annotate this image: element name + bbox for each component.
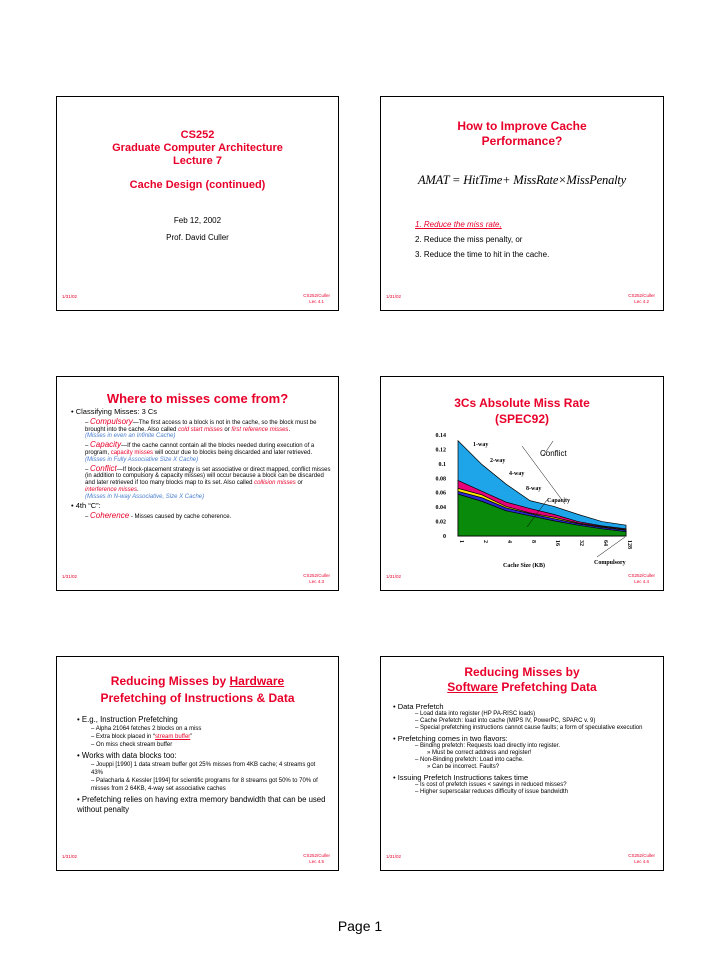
- amat-equation: AMAT = HitTime+ MissRate×MissPenalty: [417, 173, 627, 187]
- sub-text: Higher superscalar reduces difficulty of issue bandwidth: [420, 789, 568, 795]
- conflict-item: – Conflict—If block-placement strategy is set associative or direct mapped, conflict misses (in addition to compulsory & capacity misses) will occur because a block can be discarded and later retrieved if too many blocks map to its set. Also called collision misses or interference misses. (Misses in N-way Associative, Size X Cache): [85, 463, 331, 500]
- sub-text: Palacharla & Kessler [1994] for scientific programs for 8 streams got 50% to 70% of misses from 2 64KB, 4-way set associative caches: [91, 778, 318, 792]
- slide-1-subtitle: Cache Design (continued): [129, 179, 266, 191]
- stream-buffer-term: stream buffer: [155, 734, 191, 740]
- capacity-note: (Misses in Fully Associative Size X Cache): [85, 456, 199, 463]
- sub-item: – Extra block placed in “stream buffer”: [91, 734, 193, 740]
- footer-course: [628, 293, 655, 305]
- footer-lec: Lec 4.5: [309, 859, 324, 864]
- sub-text: Binding prefetch: Requests load directly into register.: [420, 743, 561, 749]
- slide-6-body: [393, 702, 655, 796]
- footer-date: 1/31/02: [386, 574, 402, 579]
- capacity-item: – Capacity—If the cache cannot contain all the blocks needed during execution of a program, capacity misses will occur due to blocks being discarded and later retrieved. (Misses in Fully Associative Size X Cache): [85, 440, 315, 463]
- sub-item: – Special prefetching instructions cannot cause faults; a form of speculative execution: [415, 725, 643, 731]
- capacity-heading: Capacity: [90, 440, 122, 450]
- capacity-term: capacity misses: [110, 449, 154, 456]
- footer-course-name: CS252/Culler: [303, 573, 330, 578]
- slide-6-title: [381, 665, 663, 695]
- lecture-number: Lecture 7: [173, 155, 222, 167]
- chart-title-line-1: 3Cs Absolute Miss Rate: [454, 396, 590, 410]
- slide-3: [56, 376, 339, 591]
- list-item: 1. Reduce the miss rate,: [415, 220, 502, 229]
- sub-item: – Is cost of prefetch issues < savings in reduced misses?: [415, 782, 567, 788]
- period: .: [288, 426, 291, 433]
- sub-text: On miss check stream buffer: [96, 742, 173, 748]
- sub-text: Can be incorrect. Faults?: [432, 764, 500, 770]
- sub-item: – On miss check stream buffer: [91, 742, 173, 748]
- sub-item: – Binding prefetch: Requests load directly into register.: [415, 743, 561, 749]
- footer-course: [628, 853, 655, 865]
- footer-date: 1/31/02: [62, 294, 78, 299]
- slide-2-title: [381, 119, 663, 149]
- footer-lec: Lec 4.6: [634, 859, 649, 864]
- sub-text: Extra block placed in “: [96, 734, 156, 740]
- footer-course-name: CS252/Culler: [303, 853, 330, 858]
- list-item: 2. Reduce the miss penalty, or: [415, 235, 523, 244]
- footer-course: [303, 293, 330, 305]
- footer-course: [303, 853, 330, 865]
- slide-5-title-line-2: Prefetching of Instructions & Data: [100, 691, 295, 705]
- y-tick-label: 0: [443, 534, 446, 540]
- label-compulsory: Compulsory: [594, 560, 626, 566]
- sub-text: Jouppi [1990] 1 data stream buffer got 25% misses from 4KB cache; 4 streams got 43%: [91, 762, 316, 776]
- x-tick-label: 32: [578, 540, 584, 546]
- or-text: or: [222, 426, 232, 433]
- footer-course-name: CS252/Culler: [628, 293, 655, 298]
- slide-6: [380, 656, 664, 871]
- sub-item: – Load data into register (HP PA-RISC loads): [415, 711, 536, 717]
- list-item: 3. Reduce the time to hit in the cache.: [415, 250, 550, 259]
- course-name: Graduate Computer Architecture: [112, 142, 283, 154]
- footer-lec: Lec 4.3: [309, 579, 324, 584]
- sub-item: – Jouppi [1990] 1 data stream buffer got 25% misses from 4KB cache; 4 streams got 43%: [91, 762, 316, 776]
- footer-course-name: CS252/Culler: [628, 573, 655, 578]
- title-part: Prefetching Data: [497, 680, 597, 694]
- footer-course: [303, 573, 330, 585]
- bullet-fourth-c: • 4th “C”:: [71, 503, 333, 510]
- interference-term: interference misses: [85, 486, 138, 493]
- x-tick-label: 128: [626, 540, 632, 549]
- sub-text: Non-Binding prefetch: Load into cache.: [420, 757, 524, 763]
- slide-1: [56, 96, 339, 311]
- slide-2-title-line-2: Performance?: [481, 134, 563, 148]
- lecture-author: Prof. David Culler: [166, 233, 229, 242]
- slide-5-body: [77, 715, 327, 815]
- sub-item: – Alpha 21064 fetches 2 blocks on a miss: [91, 726, 202, 732]
- slide-3-title: Where to misses come from?: [106, 391, 289, 406]
- compulsory-note: (Misses in even an Infinite Cache): [85, 433, 176, 440]
- sub-text: Load data into register (HP PA-RISC loads): [420, 711, 536, 717]
- first-reference-term: first reference misses: [231, 426, 289, 433]
- y-tick-label: 0.12: [435, 447, 446, 454]
- collision-term: collision misses: [254, 480, 296, 487]
- x-tick-label: 4: [506, 540, 512, 543]
- period: .: [137, 486, 139, 493]
- chart-title-line-2: (SPEC92): [494, 412, 550, 426]
- slide-5: [56, 656, 339, 871]
- label-2-way: 2-way: [490, 458, 506, 464]
- y-tick-label: 0.02: [435, 519, 446, 526]
- sub-text: Alpha 21064 fetches 2 blocks on a miss: [95, 726, 202, 732]
- sub-text: Special prefetching instructions cannot cause faults; a form of speculative execution: [420, 725, 643, 731]
- coherence-heading: Coherence: [90, 511, 130, 521]
- course-code: CS252: [180, 129, 215, 141]
- footer-course: [628, 573, 655, 585]
- y-tick-label: 0.04: [435, 505, 446, 512]
- slide-2-title-line-1: How to Improve Cache: [457, 119, 587, 133]
- conflict-text: —If block-placement strategy is set associative or direct mapped, conflict misses (in addition to compulsory & capacity misses) will occur because a block can be discarded and later retrieved if too many blocks map to its set. Also called: [85, 466, 331, 487]
- compulsory-heading: Compulsory: [90, 416, 133, 426]
- sub-item: – Higher superscalar reduces difficulty of issue bandwidth: [415, 789, 568, 795]
- x-tick-label: 1: [458, 540, 464, 543]
- label-8-way: 8-way: [526, 486, 542, 492]
- annotation-pointer: [597, 537, 625, 557]
- bullet-classify: • Classifying Misses: 3 Cs: [71, 409, 333, 416]
- y-tick-label: 0.06: [435, 490, 446, 497]
- footer-date: 1/31/02: [386, 854, 402, 859]
- or-text: or: [295, 480, 303, 487]
- capacity-text: —If the cache cannot contain all the blocks needed during execution of a program,: [85, 443, 315, 456]
- y-tick-label: 0.14: [435, 433, 446, 439]
- sub-text: Must be correct address and register!: [432, 750, 532, 756]
- slide-6-title-line-2: [381, 680, 663, 695]
- bullet: • Prefetching comes in two flavors:: [393, 734, 655, 743]
- footer-course-name: CS252/Culler: [628, 853, 655, 858]
- slide-6-title-line-1: Reducing Misses by: [464, 665, 580, 679]
- bullet: • Prefetching relies on having extra memory bandwidth that can be used without penalty: [77, 795, 327, 815]
- bullet: • E.g., Instruction Prefetching: [77, 715, 327, 725]
- capacity-text-2: will occur due to blocks being discarded and later retrieved.: [153, 449, 313, 456]
- footer-lec: Lec 4.2: [634, 299, 649, 304]
- slide-2: [380, 96, 664, 311]
- x-tick-label: 64: [602, 540, 608, 546]
- sub-item: – Palacharla & Kessler [1994] for scientific programs for 8 streams got 50% to 70% of misses from 2 64KB, 4-way set associative caches: [91, 778, 318, 792]
- bullet: • Data Prefetch: [393, 702, 655, 711]
- x-tick-label: 16: [554, 540, 560, 546]
- coherence-text: - Misses caused by cache coherence.: [129, 514, 232, 521]
- label-capacity: Capacity: [547, 498, 570, 504]
- footer-lec: Lec 4.1: [309, 299, 324, 304]
- slide-3-body: [71, 409, 333, 523]
- title-hardware: Hardware: [229, 674, 285, 688]
- slide-1-title: [57, 129, 338, 168]
- label-1-way: 1-way: [473, 442, 489, 448]
- y-tick-label: 0.1: [438, 461, 446, 468]
- sub-item: – Non-Binding prefetch: Load into cache.: [415, 757, 524, 763]
- bullet: • Works with data blocks too:: [77, 751, 327, 761]
- sub-text: Cache Prefetch: load into cache (MIPS IV, PowerPC, SPARC v. 9): [420, 718, 596, 724]
- improvement-list: [415, 217, 549, 262]
- sub-sub-item: » Can be incorrect. Faults?: [427, 764, 500, 770]
- footer-course-name: CS252/Culler: [303, 293, 330, 298]
- sub-item: – Cache Prefetch: load into cache (MIPS IV, PowerPC, SPARC v. 9): [415, 718, 596, 724]
- sub-text: Is cost of prefetch issues < savings in reduced misses?: [420, 782, 567, 788]
- label-conflict: Conflict: [540, 449, 567, 458]
- slide-5-title-line-1: [57, 673, 338, 690]
- sub-sub-item: » Must be correct address and register!: [427, 750, 532, 756]
- footer-date: 1/31/02: [386, 294, 402, 299]
- slide-4: [380, 376, 664, 591]
- x-axis-label: Cache Size (KB): [503, 563, 545, 569]
- miss-rate-chart: [381, 377, 665, 592]
- title-software: Software: [447, 680, 498, 694]
- page-number: Page 1: [337, 918, 383, 934]
- coherence-item: – Coherence - Misses caused by cache coherence.: [85, 511, 232, 521]
- x-tick-label: 2: [482, 540, 488, 543]
- x-tick-label: 8: [530, 540, 536, 543]
- compulsory-item: – Compulsory—The first access to a block is not in the cache, so the block must be brought into the cache. Also called cold start misses or first reference misses. (Misses in even an Infinite Cache): [85, 416, 317, 440]
- sub-text: ”: [190, 734, 193, 740]
- slide-5-title: [57, 673, 338, 707]
- bullet: • Issuing Prefetch Instructions takes time: [393, 773, 655, 782]
- lecture-date: Feb 12, 2002: [173, 216, 222, 225]
- compulsory-text: —The first access to a block is not in the cache, so the block must be brought into the cache. Also called: [85, 419, 317, 433]
- y-tick-label: 0.08: [435, 476, 446, 483]
- title-part: Reducing Misses by: [110, 674, 230, 688]
- conflict-heading: Conflict: [90, 463, 117, 473]
- cold-start-term: cold start misses: [178, 426, 223, 433]
- footer-date: 1/31/02: [62, 574, 78, 579]
- label-4-way: 4-way: [509, 471, 525, 477]
- footer-lec: Lec 4.4: [634, 579, 649, 584]
- conflict-note: (Misses in N-way Associative, Size X Cache): [85, 493, 205, 500]
- footer-date: 1/31/02: [62, 854, 78, 859]
